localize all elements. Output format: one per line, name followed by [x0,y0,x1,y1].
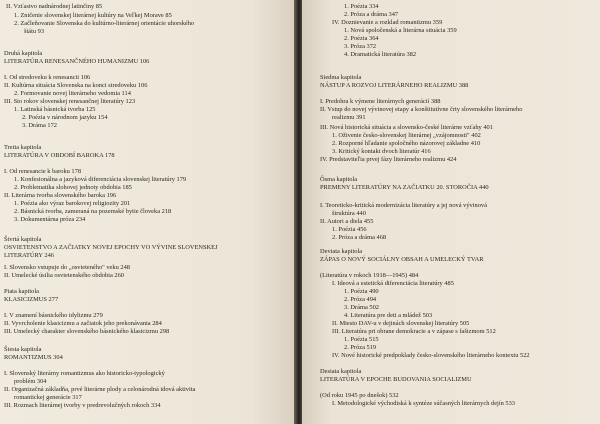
right-toc-line: Siedma kapitola [320,74,362,81]
right-toc-line: IV. Nové historické predpoklady česko-slovenského literárneho kontextu 522 [332,352,530,359]
right-toc-line: 1. Poézia 490 [344,288,379,295]
right-toc-line: 2. Próza 494 [344,296,377,303]
right-toc-line: I. Predohra k výmene literárnych generácií 388 [320,98,441,105]
right-toc-line: III. Nová historická situácia a slovensko-české literárne vzťahy 401 [320,124,493,131]
left-toc-line: I. Slovensko vstupuje do „osvieteného" veku 248 [4,264,130,271]
left-toc-line: Druhá kapitola [4,50,43,57]
left-toc-line: KLASICIZMUS 277 [4,296,59,303]
right-toc-line: III. Literatúra pri obrane demokracie a v zápase s fašizmom 512 [332,328,496,335]
left-toc-line: I. V znamení básnického idylizmu 279 [4,312,103,319]
left-toc-line: 1. Latinská básnická tvorba 125 [14,106,96,113]
right-toc-line: I. Metodologické východiská k syntéze súčasných literárnych dejín 533 [332,400,515,407]
right-toc-line: 2. Próza a dráma 468 [332,234,387,241]
left-toc-line: III. Umelecký charakter slovenského básnického klasicizmu 298 [4,328,170,335]
right-toc-line: I. Teoreticko-kritická modernizácia literatúry a jej nová vývinová [320,202,487,209]
right-toc-line: PREMENY LITERATÚRY NA ZAČIATKU 20. STOROČIA 440 [320,184,489,191]
right-toc-line: Deviata kapitola [320,248,363,255]
left-toc-line: II. Vyvrcholenie klasicizmu a začiatok jeho prekonávania 284 [4,320,162,327]
right-toc-line: 3. Dráma 502 [344,304,379,311]
left-toc-line: II. Literárna tvorba slovenského baroka 196 [4,192,117,199]
right-toc-line: 3. Próza 372 [344,43,377,50]
right-toc-line: Ôsma kapitola [320,176,358,183]
right-toc-line: NÁSTUP A ROZVOJ LITERÁRNEHO REALIZMU 388 [320,82,469,89]
left-toc-line: LITERATÚRA RENESANČNÉHO HUMANIZMU 106 [4,58,150,65]
right-toc-line: 1. Nová spoločenská a literárna situácia 359 [344,27,457,34]
right-toc-line: 2. Próza a dráma 347 [344,11,399,18]
right-toc-line: 4. Literatúra pre deti a mládež 503 [344,312,433,319]
right-toc-line: 1. Poézia 456 [332,226,367,233]
right-toc-line: (Od roku 1945 po dnešok) 532 [320,392,399,399]
right-page [302,0,600,424]
right-toc-line: ZÁPAS O NOVÝ SOCIÁLNY OBSAH A UMELECKÝ TVAR [320,256,484,263]
left-toc-line: OSVIETENSTVO A ZAČIATKY NOVEJ EPOCHY VO VÝVINE SLOVENSKEJ [4,244,218,251]
left-toc-line: 2. Začleňovanie Slovenska do kultúrno-literárnej orientácie uhorského [14,20,195,27]
right-toc-line: 1. Poézia 515 [344,336,379,343]
left-toc-line: II. Umelecké úsilia osvietenského obdobia 260 [4,272,124,279]
left-page [0,0,296,424]
left-toc-line: II. Organizačná základňa, prvé literárne plody a celonárodná idová aktivita [4,386,196,393]
left-toc-line: 2. Problematika slohovej jednoty obdobia 185 [14,184,132,191]
left-toc-line: štátu 93 [24,28,45,35]
left-toc-line: I. Od renesancie k baroku 178 [4,168,82,175]
right-toc-line: štruktúra 440 [332,210,366,217]
right-toc-line: 1. Oživenie česko-slovenskej literárnej „vzájomnosti" 402 [332,132,481,139]
right-toc-line: realizmu 391 [332,114,366,121]
right-toc-line: Desiata kapitola [320,368,362,375]
left-toc-line: LITERATÚRA V OBDOBÍ BAROKA 178 [4,152,115,159]
right-toc-line: II. Autori a diela 455 [320,218,374,225]
right-toc-line: I. Ideová a estetická diferenciácia literatúry 485 [332,280,454,287]
left-toc-line: III. Sto rokov slovenskej renesančnej literatúry 123 [4,98,136,105]
right-toc-line: IV. Doznievanie a rozklad romantizmu 359 [332,19,443,26]
right-toc-line: 2. Poézia 364 [344,35,379,42]
left-toc-line: 1. Konfesionálna a jazyková diferenciácia slovenskej literatúry 179 [14,176,187,183]
left-toc-line: 1. Poézia ako výraz barokovej religiozity 201 [14,200,131,207]
left-toc-line: II. Vzťastvo nadnárodnej latinčiny 85 [6,3,103,10]
right-toc-line: 2. Próza 519 [344,344,377,351]
right-toc-line: 4. Dramatická literatúra 382 [344,51,417,58]
left-toc-line: I. Slovenský literárny romantizmus ako historicko-typologický [4,370,165,377]
left-toc-line: 2. Básnická tvorba, zameraná na pozemské bytie človeka 218 [14,208,172,215]
right-toc-line: II. Vstup do novej vývinovej etapy a konštitutívne črty slovenského literárneho [320,106,523,113]
left-toc-line: 2. Formovanie novej literárneho vedomia 114 [14,90,131,97]
left-toc-line: romantickej generácie 317 [14,394,82,401]
left-toc-line: Piata kapitola [4,288,39,295]
left-toc-line: Tretia kapitola [4,144,42,151]
left-toc-line: Šiesta kapitola [4,346,42,353]
right-toc-line: LITERATÚRA V EPOCHE BUDOVANIA SOCIALIZMU [320,376,472,383]
left-toc-line: ROMANTIZMUS 304 [4,354,63,361]
left-toc-line: II. Kultúrna situácia Slovenska na konci stredoveku 106 [4,82,148,89]
right-toc-line: (Literatúra v rokoch 1918—1945) 484 [320,272,419,279]
right-toc-line: 1. Poézia 334 [344,3,379,10]
left-toc-line: 2. Poézia v národnom jazyku 154 [22,114,108,121]
right-toc-line: II. Miesto DAV-u v dejinách slovenskej literatúry 505 [332,320,470,327]
left-toc-line: problém 304 [14,378,47,385]
left-toc-line: III. Rozmach literárnej tvorby v predrevolučných rokoch 334 [4,402,161,409]
right-toc-line: 2. Rozporné hľadanie spoločného názorovej základne 410 [332,140,481,147]
left-toc-line: Štvrtá kapitola [4,236,42,243]
left-toc-line: 1. Zničenie slovenskej literárnej kultúry na Veľkej Morave 85 [14,12,172,19]
left-toc-line: I. Od stredoveku k renesancii 106 [4,74,91,81]
left-toc-line: 3. Dráma 172 [22,122,57,129]
left-toc-line: 3. Dokumentárna próza 234 [14,216,86,223]
right-toc-line: 3. Kritický kontakt dvoch literatúr 416 [332,148,431,155]
right-toc-line: IV. Predstaviteľia prvej fázy literárneho realizmu 424 [320,156,457,163]
left-toc-line: LITERATÚRY 246 [4,252,54,259]
